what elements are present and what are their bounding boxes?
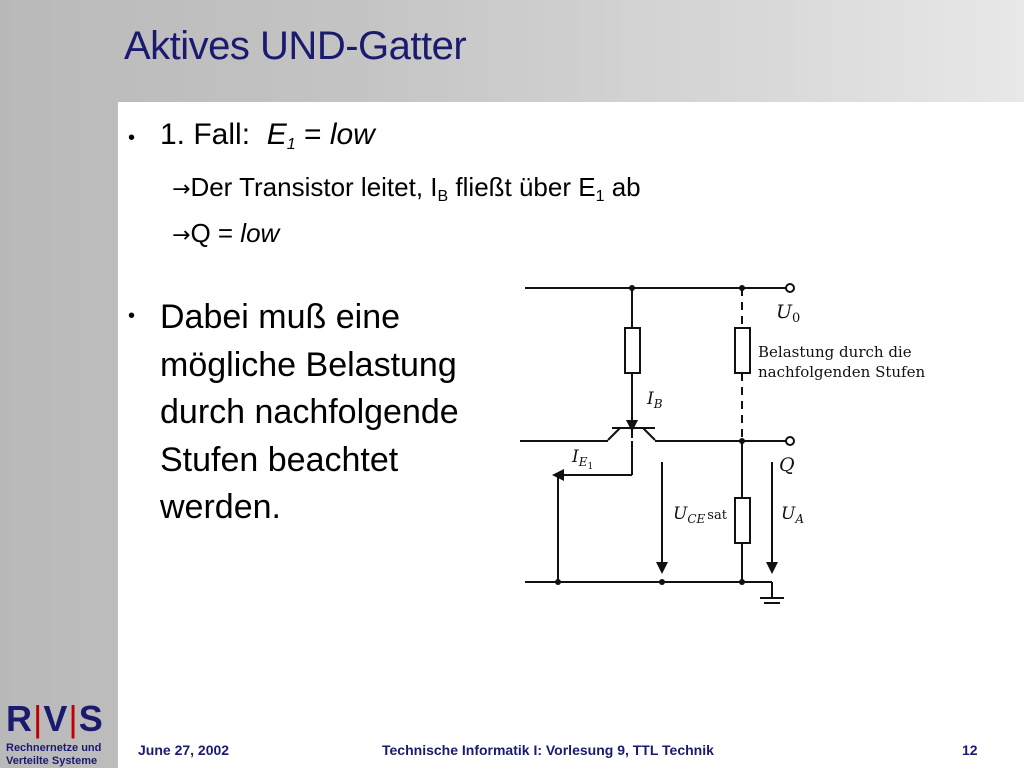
case-equals: =: [295, 118, 330, 151]
sub1-sub-a: B: [437, 188, 449, 205]
sub2-text: Q =: [190, 218, 241, 248]
ie1-subsub: 1: [587, 462, 594, 472]
svg-text:UCEsat: [673, 504, 728, 526]
bullet-case-1: [160, 118, 375, 154]
output-resistor: [735, 498, 750, 543]
svg-text:UA: [781, 504, 804, 526]
page-number: 12: [962, 742, 978, 758]
logo-s: S: [78, 698, 104, 739]
footer-date: June 27, 2002: [138, 742, 230, 758]
slide-title: Aktives UND-Gatter: [124, 24, 467, 68]
ie1-sub: E: [578, 455, 588, 469]
right-arrow-icon: →: [172, 177, 191, 202]
logo-caption: [6, 742, 118, 768]
case-variable: E: [266, 118, 287, 151]
logo-v: V: [43, 698, 69, 739]
ie1-label: I: [572, 447, 579, 467]
uce-label: U: [673, 504, 688, 524]
ib-sub: B: [653, 397, 663, 411]
load-label-1: Belastung durch die: [758, 343, 912, 361]
uce-suffix: sat: [707, 508, 727, 523]
sub1-text-c: ab: [604, 172, 641, 202]
bullet-marker: •: [128, 127, 136, 149]
logo-mark: [6, 700, 118, 738]
u0-terminal: [786, 284, 794, 292]
logo-bar: |: [68, 698, 79, 739]
u0-label: U: [776, 301, 793, 323]
right-arrow-icon: →: [172, 223, 191, 248]
sub1-sub-b: 1: [595, 188, 605, 205]
uce-sub: CE: [687, 512, 706, 526]
q-label: Q: [779, 454, 795, 476]
base-resistor: [625, 328, 640, 373]
logo-line-1: Rechnernetze und: [6, 742, 102, 754]
load-label-2: nachfolgenden Stufen: [758, 363, 926, 381]
svg-text:IE1: [571, 447, 593, 472]
rvs-logo: [6, 700, 118, 768]
circuit-diagram: [515, 275, 985, 615]
logo-line-2: Verteilte Systeme: [6, 755, 98, 767]
logo-bar: |: [33, 698, 44, 739]
bullet-load-note: Dabei muß eine mögliche Belastung durch nachfolgende Stufen beachtet werden.: [160, 298, 459, 526]
case-lead: 1. Fall:: [160, 118, 251, 151]
sub2-value: low: [240, 218, 280, 248]
ua-sub: A: [795, 512, 804, 526]
u0-sub: 0: [792, 311, 801, 326]
logo-r: R: [6, 698, 33, 739]
svg-text:U0: [776, 301, 800, 326]
sub-bullet-transistor: [172, 172, 641, 206]
sub1-text-a: Der Transistor leitet, I: [190, 172, 438, 202]
svg-text:IB: [646, 389, 663, 411]
ua-label: U: [781, 504, 796, 524]
bullet-marker: •: [128, 305, 136, 327]
sub1-text-b: fließt über E: [448, 172, 596, 202]
case-variable-sub: 1: [286, 136, 296, 153]
ib-label: I: [647, 389, 654, 409]
case-value: low: [329, 118, 375, 151]
footer-title: Technische Informatik I: Vorlesung 9, TTL Technik: [382, 742, 714, 758]
load-resistor: [735, 328, 750, 373]
q-terminal: [786, 437, 794, 445]
sub-bullet-output: [172, 218, 279, 249]
